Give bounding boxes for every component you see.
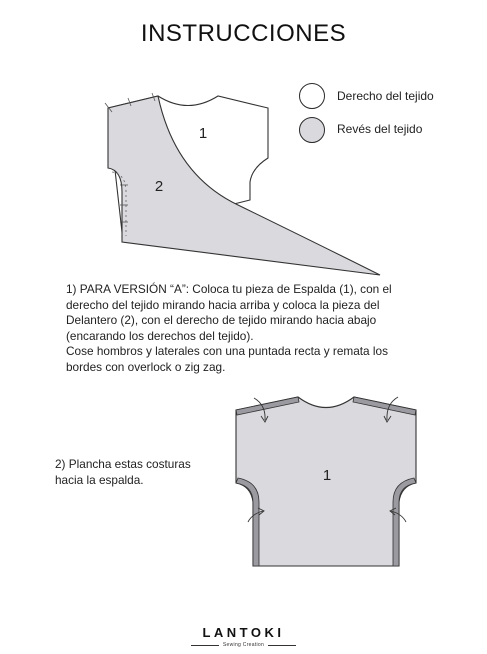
step1-line: derecho del tejido mirando hacia arriba y coloca la pieza del (66, 297, 380, 312)
step1-line: bordes con overlock o zig zag. (66, 359, 226, 374)
tagline-rule-right (268, 645, 296, 646)
step2-line: 2) Plancha estas costuras (55, 457, 191, 471)
step1-line: 1) PARA VERSIÓN “A”: Coloca tu pieza de Espalda (1), con el (66, 282, 392, 296)
wrong-side-label: Revés del tejido (337, 122, 423, 136)
left-side-seam (236, 478, 259, 566)
step1-line: Delantero (2), con el derecho de tejido mirando hacia abajo (66, 313, 377, 328)
step2-line: hacia la espalda. (55, 472, 144, 487)
brand-tagline: Sewing Creation (222, 642, 265, 648)
step1-instructions (66, 282, 392, 376)
page-title: INSTRUCCIONES (140, 20, 347, 47)
brand-tagline-row (0, 642, 487, 648)
right-side-seam (393, 478, 416, 566)
step1-line: Cose hombros y laterales con una puntada recta y remata los (66, 344, 388, 359)
back-piece-number: 1 (198, 125, 208, 142)
brand-logo: LANTOKI (202, 625, 285, 640)
pressed-piece-number: 1 (322, 467, 332, 484)
tagline-rule-left (191, 645, 219, 646)
right-side-label: Derecho del tejido (337, 89, 434, 103)
step2-instructions (55, 457, 191, 488)
front-piece-number: 2 (154, 178, 164, 195)
step1-line: (encarando los derechos del tejido). (66, 328, 254, 343)
